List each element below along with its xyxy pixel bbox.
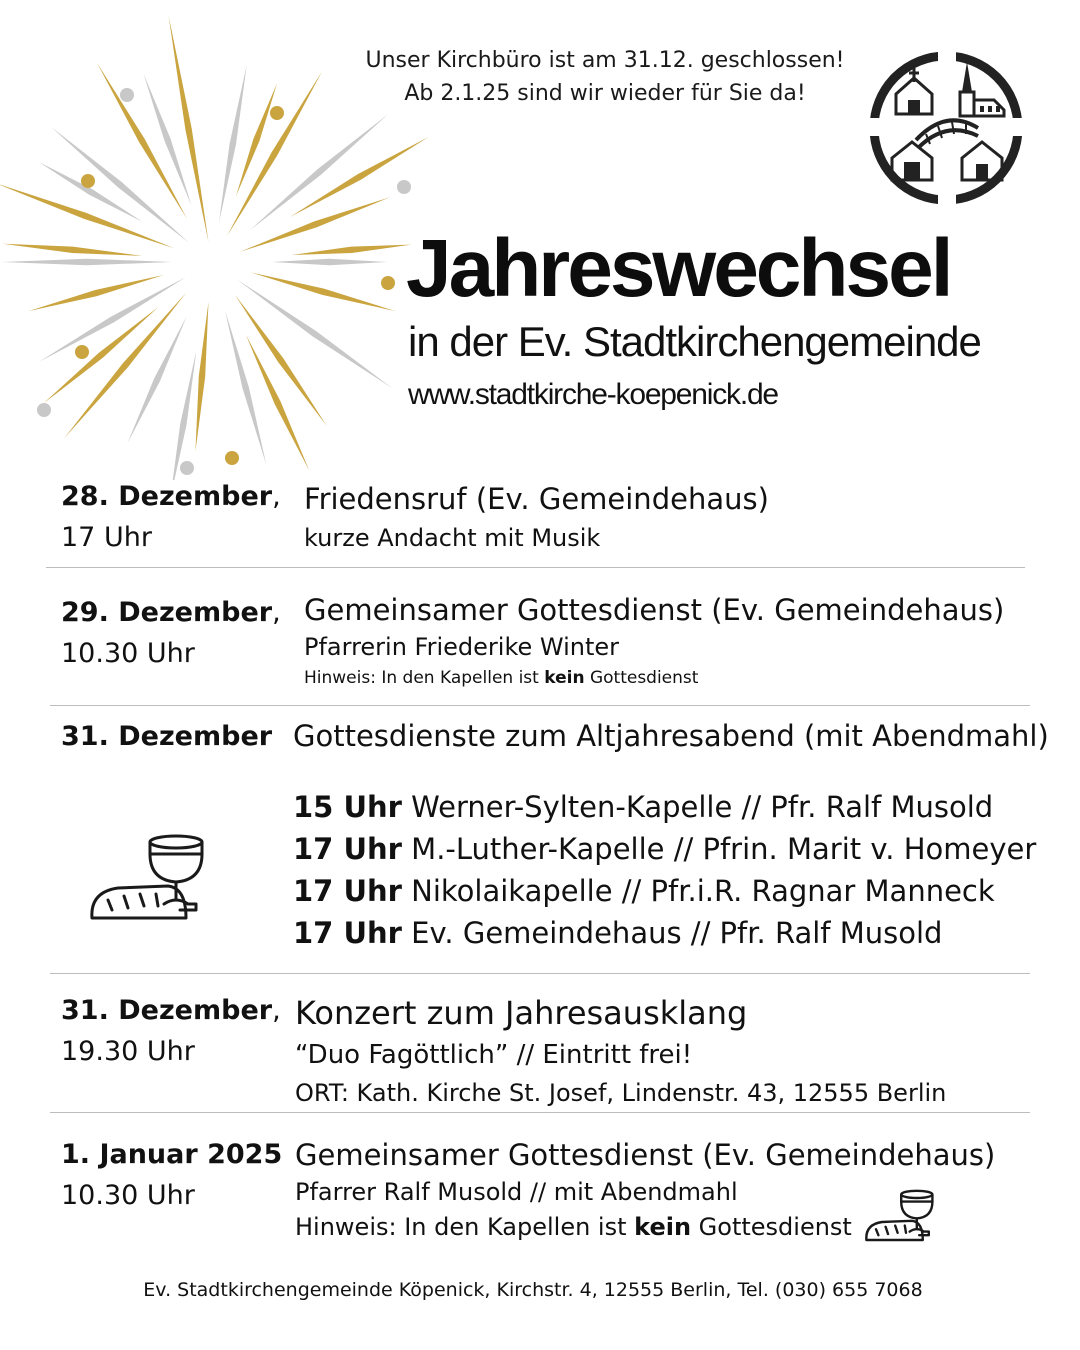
service-list bbox=[293, 786, 1036, 954]
firework-spark bbox=[37, 403, 51, 417]
firework-ray bbox=[240, 197, 390, 252]
bread-and-chalice-icon bbox=[864, 1188, 936, 1244]
event-time: 17 Uhr bbox=[61, 522, 152, 553]
event-date bbox=[61, 592, 281, 674]
event-title: Gottesdienste zum Altjahresabend (mit Abendmahl) bbox=[293, 719, 1049, 753]
note-text: Hinweis: In den Kapellen ist bbox=[304, 668, 545, 688]
event-location: ORT: Kath. Kirche St. Josef, Lindenstr. 43, 12555 Berlin bbox=[295, 1079, 947, 1107]
firework-spark bbox=[225, 451, 239, 465]
separator bbox=[50, 1112, 1030, 1113]
firework-spark bbox=[397, 180, 411, 194]
office-closed-notice bbox=[340, 44, 870, 110]
event-note bbox=[304, 668, 698, 688]
event-subtitle: kurze Andacht mit Musik bbox=[304, 524, 601, 552]
page-subtitle: in der Ev. Stadtkirchengemeinde bbox=[408, 318, 981, 365]
event-date bbox=[61, 476, 281, 558]
event-time: 10.30 Uhr bbox=[61, 1180, 195, 1211]
event-note bbox=[295, 1213, 852, 1241]
event-date bbox=[61, 1134, 282, 1216]
event-date-day: 28. Dezember bbox=[61, 481, 273, 512]
note-emphasis: kein bbox=[544, 668, 585, 688]
event-title: Gemeinsamer Gottesdienst (Ev. Gemeindehaus) bbox=[295, 1138, 996, 1172]
event-subtitle: Pfarrerin Friederike Winter bbox=[304, 633, 620, 661]
firework-ray bbox=[43, 307, 158, 403]
service-place: Nikolaikapelle // Pfr.i.R. Ragnar Manneck bbox=[401, 874, 995, 908]
note-emphasis: kein bbox=[634, 1213, 692, 1241]
event-title: Gemeinsamer Gottesdienst (Ev. Gemeindehaus) bbox=[304, 593, 1005, 627]
event-date-day: 31. Dezember bbox=[61, 995, 273, 1026]
service-place: M.-Luther-Kapelle // Pfrin. Marit v. Homeyer bbox=[401, 832, 1037, 866]
firework-ray bbox=[219, 65, 247, 223]
event-time: 10.30 Uhr bbox=[61, 638, 195, 669]
firework-ray bbox=[237, 279, 393, 388]
event-subtitle: “Duo Fagöttlich” // Eintritt frei! bbox=[295, 1040, 693, 1070]
notice-line-1: Unser Kirchbüro ist am 31.12. geschlossen! bbox=[365, 48, 845, 73]
event-date bbox=[61, 716, 272, 757]
firework-spark bbox=[270, 106, 284, 120]
event-date-day: 31. Dezember bbox=[61, 721, 273, 752]
event-date bbox=[61, 990, 281, 1072]
firework-ray bbox=[236, 83, 277, 196]
notice-line-2: Ab 2.1.25 sind wir wieder für Sie da! bbox=[404, 81, 806, 106]
firework-ray bbox=[3, 244, 142, 256]
separator bbox=[46, 567, 1025, 568]
event-date-day: 29. Dezember bbox=[61, 597, 273, 628]
firework-spark bbox=[120, 88, 134, 102]
service-item bbox=[293, 912, 1036, 954]
bread-and-chalice-icon bbox=[88, 832, 208, 924]
event-title: Konzert zum Jahresausklang bbox=[295, 994, 748, 1032]
note-text: Gottesdienst bbox=[691, 1213, 852, 1241]
firework-spark bbox=[381, 276, 395, 290]
service-time: 15 Uhr bbox=[293, 790, 402, 824]
note-text: Gottesdienst bbox=[584, 668, 699, 688]
firework-spark bbox=[180, 461, 194, 475]
firework-ray bbox=[97, 63, 187, 219]
website-url: www.stadtkirche-koepenick.de bbox=[408, 378, 778, 411]
firework-ray bbox=[170, 351, 196, 480]
service-item bbox=[293, 828, 1036, 870]
date-suffix: , bbox=[272, 481, 281, 512]
firework-ray bbox=[127, 316, 186, 443]
separator bbox=[50, 705, 1030, 706]
firework-ray bbox=[292, 245, 412, 255]
event-date-day: 1. Januar 2025 bbox=[61, 1139, 283, 1170]
event-subtitle: Pfarrer Ralf Musold // mit Abendmahl bbox=[295, 1178, 738, 1206]
service-item bbox=[293, 786, 1036, 828]
separator bbox=[50, 973, 1030, 974]
event-title: Friedensruf (Ev. Gemeindehaus) bbox=[304, 482, 769, 516]
date-suffix: , bbox=[272, 995, 281, 1026]
event-time: 19.30 Uhr bbox=[61, 1036, 195, 1067]
date-suffix: , bbox=[272, 597, 281, 628]
service-time: 17 Uhr bbox=[293, 874, 402, 908]
service-time: 17 Uhr bbox=[293, 832, 402, 866]
firework-spark bbox=[75, 345, 89, 359]
firework-ray bbox=[195, 302, 208, 451]
service-time: 17 Uhr bbox=[293, 916, 402, 950]
church-logo-icon bbox=[866, 48, 1028, 206]
note-text: Hinweis: In den Kapellen ist bbox=[295, 1213, 635, 1241]
firework-spark bbox=[81, 174, 95, 188]
firework-ray bbox=[169, 16, 209, 243]
service-place: Ev. Gemeindehaus // Pfr. Ralf Musold bbox=[401, 916, 943, 950]
firework-ray bbox=[28, 275, 163, 311]
service-place: Werner-Sylten-Kapelle // Pfr. Ralf Musold bbox=[401, 790, 994, 824]
service-item bbox=[293, 870, 1036, 912]
footer-address: Ev. Stadtkirchengemeinde Köpenick, Kirchstr. 4, 12555 Berlin, Tel. (030) 655 7068 bbox=[143, 1279, 923, 1301]
page-title: Jahreswechsel bbox=[406, 223, 951, 314]
firework-ray bbox=[2, 259, 172, 265]
firework-ray bbox=[272, 259, 387, 265]
